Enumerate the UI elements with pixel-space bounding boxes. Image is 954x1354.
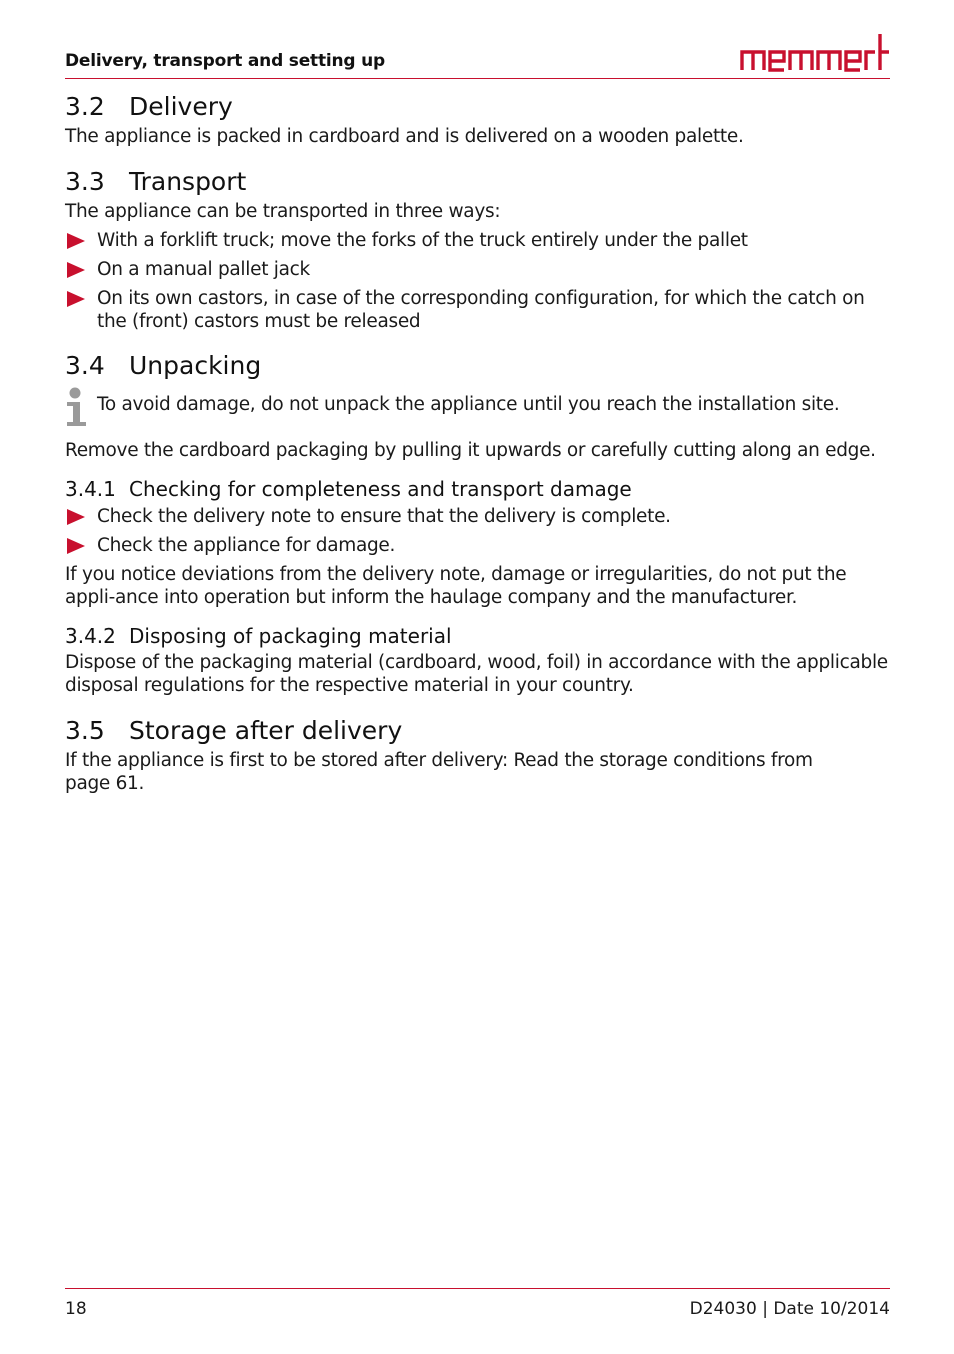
triangle-bullet-icon: [65, 534, 97, 557]
header-title: Delivery, transport and setting up: [65, 51, 385, 71]
paragraph: The appliance is packed in cardboard and is delivered on a wooden palette.: [65, 126, 744, 147]
paragraph: Dispose of the packaging material (cardboard, wood, foil) in accordance with the applicable disposal regulations for the respective material in your country.: [65, 652, 888, 696]
page-number: 18: [65, 1299, 87, 1319]
section-heading-3-3: [65, 165, 890, 199]
section-title: Transport: [129, 167, 247, 196]
page-footer: [65, 1288, 890, 1319]
triangle-bullet-icon: [65, 505, 97, 528]
list-item: [65, 534, 890, 557]
paragraph: The appliance can be transported in three ways:: [65, 201, 501, 222]
list-item-text: With a forklift truck; move the forks of the truck entirely under the pallet: [97, 230, 748, 251]
section-number: 3.5: [65, 716, 105, 745]
list-item: [65, 505, 890, 528]
info-text: To avoid damage, do not unpack the appliance until you reach the installation site.: [97, 394, 840, 415]
main-content: [65, 90, 890, 795]
section-number: 3.4: [65, 351, 105, 380]
info-icon: [65, 387, 97, 431]
section-number: 3.4.2: [65, 624, 116, 648]
list-item-text: Check the appliance for damage.: [97, 535, 396, 556]
list-item: [65, 229, 890, 252]
list-item-text: On its own castors, in case of the corresponding configuration, for which the catch on the (front) castors must be released: [97, 288, 865, 332]
section-heading-3-4: [65, 349, 890, 383]
paragraph: If you notice deviations from the delivery note, damage or irregularities, do not put the appli-ance into operation but inform the haulage company and the manufacturer.: [65, 564, 847, 608]
section-title: Unpacking: [129, 351, 262, 380]
memmert-logo: [740, 32, 890, 72]
list-item: [65, 287, 890, 333]
list-item: [65, 258, 890, 281]
section-number: 3.3: [65, 167, 105, 196]
section-title: Checking for completeness and transport damage: [129, 477, 632, 501]
section-number: 3.4.1: [65, 477, 116, 501]
section-title: Delivery: [129, 92, 233, 121]
section-title: Disposing of packaging material: [129, 624, 452, 648]
triangle-bullet-icon: [65, 229, 97, 252]
triangle-bullet-icon: [65, 287, 97, 333]
paragraph: If the appliance is first to be stored after delivery: Read the storage conditions from page 61.: [65, 750, 813, 794]
list-item-text: Check the delivery note to ensure that the delivery is complete.: [97, 506, 671, 527]
section-number: 3.2: [65, 92, 105, 121]
section-heading-3-5: [65, 714, 890, 748]
info-note: [65, 387, 890, 431]
document-info: D24030 | Date 10/2014: [689, 1299, 890, 1319]
paragraph: Remove the cardboard packaging by pulling it upwards or carefully cutting along an edge.: [65, 440, 876, 461]
list-item-text: On a manual pallet jack: [97, 259, 310, 280]
triangle-bullet-icon: [65, 258, 97, 281]
section-heading-3-2: [65, 90, 890, 124]
section-title: Storage after delivery: [129, 716, 403, 745]
subsection-heading-3-4-2: [65, 622, 890, 650]
page-header: [65, 30, 890, 79]
subsection-heading-3-4-1: [65, 475, 890, 503]
